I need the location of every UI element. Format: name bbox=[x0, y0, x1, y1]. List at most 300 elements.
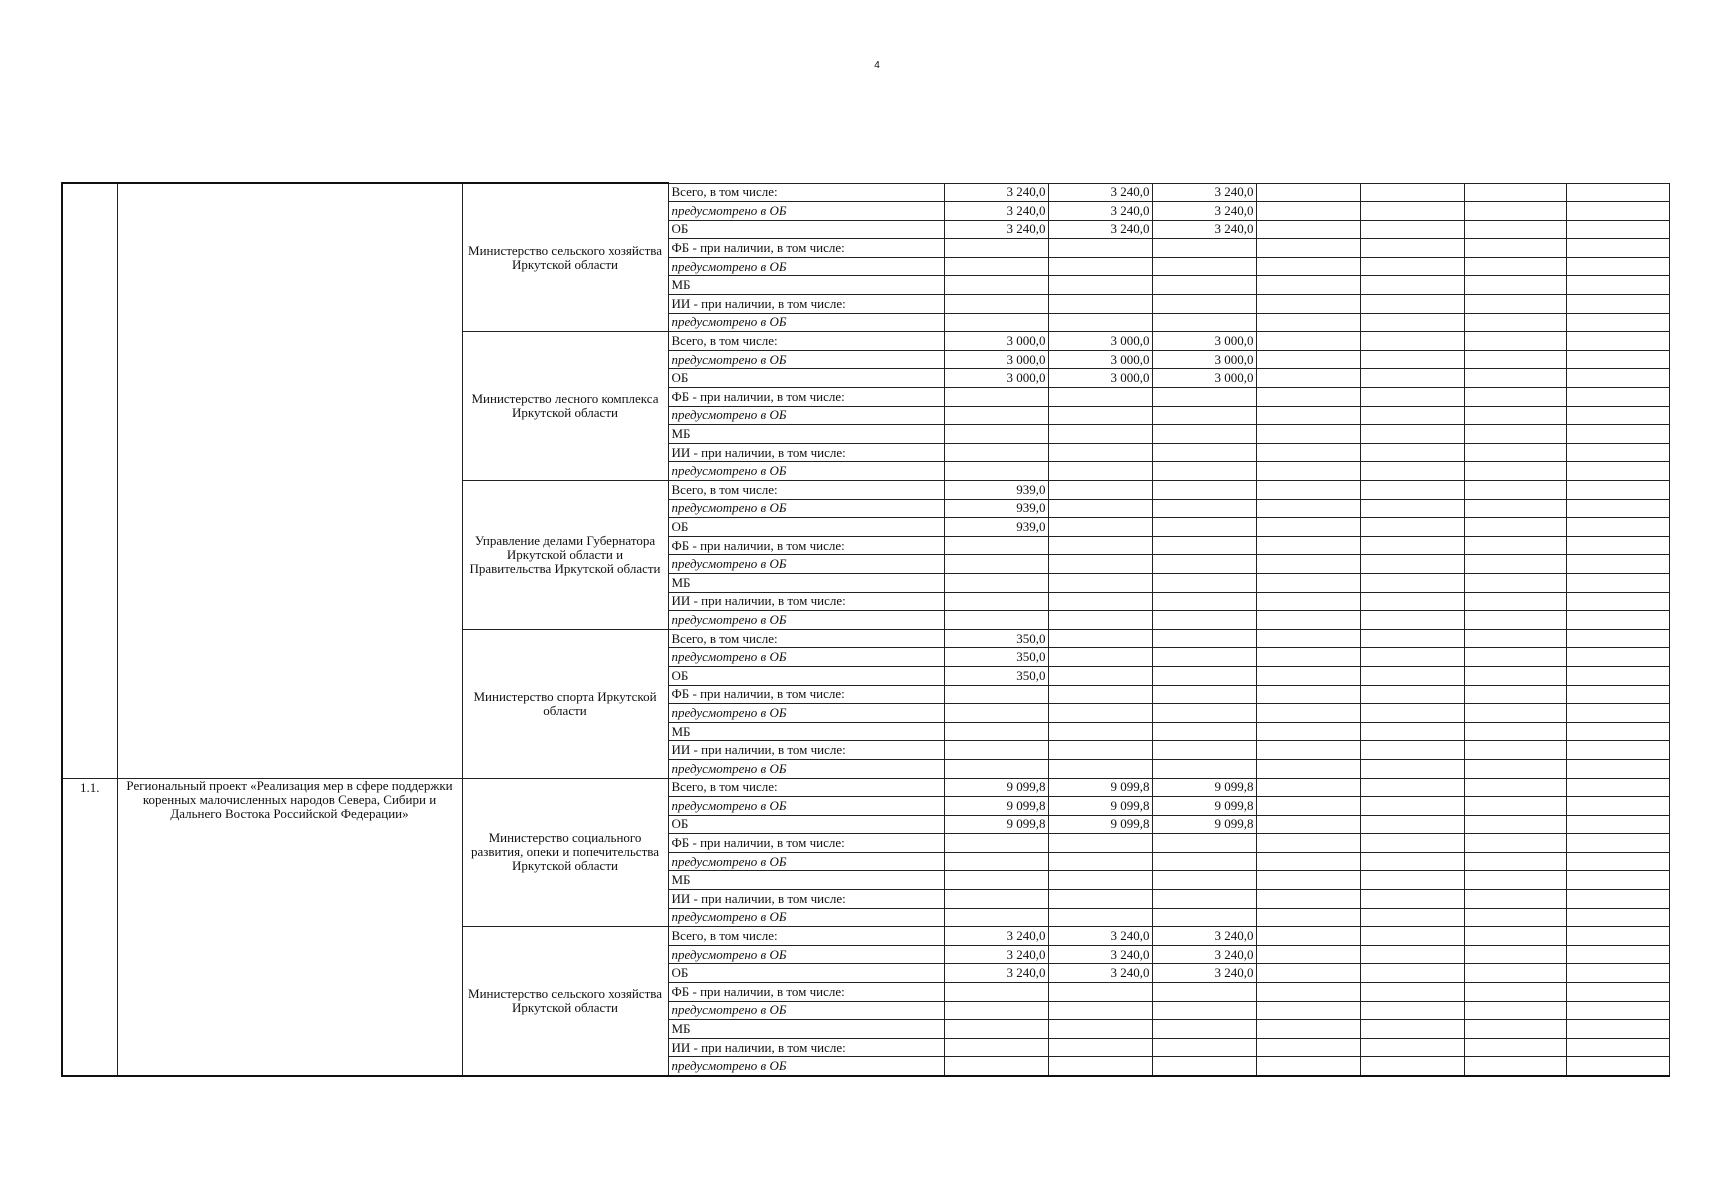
amount-cell bbox=[1048, 257, 1152, 276]
amount-cell bbox=[1464, 964, 1566, 983]
amount-cell bbox=[1566, 332, 1669, 351]
amount-cell: 350,0 bbox=[944, 666, 1048, 685]
amount-cell bbox=[1360, 555, 1464, 574]
funding-source-label: предусмотрено в ОБ bbox=[668, 611, 944, 630]
funding-source-label: предусмотрено в ОБ bbox=[668, 202, 944, 221]
amount-cell: 3 240,0 bbox=[1048, 202, 1152, 221]
amount-cell bbox=[1464, 741, 1566, 760]
amount-cell: 3 000,0 bbox=[1152, 369, 1256, 388]
amount-cell bbox=[1566, 611, 1669, 630]
organization-name: Министерство социального развития, опеки и попечительства Иркутской области bbox=[462, 778, 668, 927]
amount-cell bbox=[1464, 592, 1566, 611]
amount-cell bbox=[1360, 852, 1464, 871]
amount-cell: 3 240,0 bbox=[944, 220, 1048, 239]
amount-cell bbox=[1464, 183, 1566, 202]
amount-cell bbox=[1566, 741, 1669, 760]
amount-cell bbox=[1152, 257, 1256, 276]
funding-source-label: МБ bbox=[668, 722, 944, 741]
funding-source-label: предусмотрено в ОБ bbox=[668, 462, 944, 481]
amount-cell: 3 240,0 bbox=[1152, 183, 1256, 202]
amount-cell bbox=[1048, 313, 1152, 332]
amount-cell bbox=[1256, 871, 1360, 890]
amount-cell bbox=[1464, 983, 1566, 1002]
amount-cell bbox=[1256, 741, 1360, 760]
funding-source-label: ФБ - при наличии, в том числе: bbox=[668, 834, 944, 853]
amount-cell bbox=[1464, 462, 1566, 481]
amount-cell bbox=[1464, 369, 1566, 388]
amount-cell bbox=[1256, 834, 1360, 853]
amount-cell bbox=[1256, 239, 1360, 258]
amount-cell bbox=[1152, 648, 1256, 667]
amount-cell bbox=[944, 983, 1048, 1002]
amount-cell: 9 099,8 bbox=[1048, 797, 1152, 816]
amount-cell bbox=[944, 425, 1048, 444]
funding-source-label: предусмотрено в ОБ bbox=[668, 350, 944, 369]
funding-source-label: ОБ bbox=[668, 518, 944, 537]
amount-cell bbox=[1360, 183, 1464, 202]
amount-cell bbox=[1360, 908, 1464, 927]
amount-cell bbox=[1360, 443, 1464, 462]
amount-cell bbox=[1566, 239, 1669, 258]
amount-cell: 3 000,0 bbox=[1048, 332, 1152, 351]
amount-cell bbox=[1256, 332, 1360, 351]
amount-cell bbox=[1048, 890, 1152, 909]
amount-cell bbox=[1464, 276, 1566, 295]
amount-cell bbox=[1256, 1038, 1360, 1057]
amount-cell bbox=[1566, 592, 1669, 611]
amount-cell bbox=[1566, 499, 1669, 518]
amount-cell bbox=[944, 313, 1048, 332]
amount-cell bbox=[1566, 406, 1669, 425]
amount-cell bbox=[1566, 573, 1669, 592]
section-name bbox=[117, 183, 462, 778]
amount-cell: 939,0 bbox=[944, 481, 1048, 500]
amount-cell bbox=[1464, 648, 1566, 667]
amount-cell bbox=[1360, 1001, 1464, 1020]
funding-source-label: МБ bbox=[668, 425, 944, 444]
amount-cell: 3 240,0 bbox=[1048, 945, 1152, 964]
amount-cell bbox=[1256, 685, 1360, 704]
amount-cell: 3 240,0 bbox=[1048, 927, 1152, 946]
funding-source-label: ИИ - при наличии, в том числе: bbox=[668, 295, 944, 314]
amount-cell bbox=[1566, 1038, 1669, 1057]
amount-cell bbox=[1464, 499, 1566, 518]
amount-cell bbox=[1566, 443, 1669, 462]
amount-cell: 3 000,0 bbox=[944, 332, 1048, 351]
amount-cell bbox=[1152, 425, 1256, 444]
amount-cell bbox=[1360, 629, 1464, 648]
amount-cell bbox=[944, 592, 1048, 611]
funding-source-label: МБ bbox=[668, 1020, 944, 1039]
funding-source-label: ФБ - при наличии, в том числе: bbox=[668, 983, 944, 1002]
amount-cell bbox=[1048, 871, 1152, 890]
amount-cell bbox=[1048, 1057, 1152, 1076]
amount-cell bbox=[1048, 629, 1152, 648]
amount-cell bbox=[1566, 908, 1669, 927]
amount-cell bbox=[1464, 239, 1566, 258]
amount-cell bbox=[1256, 666, 1360, 685]
amount-cell bbox=[1256, 927, 1360, 946]
funding-source-label: предусмотрено в ОБ bbox=[668, 852, 944, 871]
amount-cell: 3 000,0 bbox=[1152, 350, 1256, 369]
amount-cell bbox=[1256, 536, 1360, 555]
amount-cell bbox=[944, 611, 1048, 630]
amount-cell bbox=[1360, 666, 1464, 685]
amount-cell bbox=[1048, 536, 1152, 555]
amount-cell bbox=[1048, 834, 1152, 853]
amount-cell: 350,0 bbox=[944, 629, 1048, 648]
amount-cell bbox=[1464, 852, 1566, 871]
funding-source-label: МБ bbox=[668, 573, 944, 592]
amount-cell bbox=[944, 871, 1048, 890]
amount-cell bbox=[1256, 462, 1360, 481]
amount-cell bbox=[1152, 611, 1256, 630]
amount-cell bbox=[1566, 945, 1669, 964]
amount-cell bbox=[1256, 220, 1360, 239]
amount-cell bbox=[1566, 462, 1669, 481]
amount-cell bbox=[1256, 369, 1360, 388]
amount-cell bbox=[944, 1020, 1048, 1039]
amount-cell bbox=[1048, 555, 1152, 574]
funding-source-label: предусмотрено в ОБ bbox=[668, 759, 944, 778]
amount-cell bbox=[1566, 202, 1669, 221]
amount-cell bbox=[1152, 1001, 1256, 1020]
amount-cell bbox=[1256, 964, 1360, 983]
amount-cell bbox=[1256, 388, 1360, 407]
amount-cell: 3 240,0 bbox=[1152, 964, 1256, 983]
amount-cell bbox=[1360, 332, 1464, 351]
funding-source-label: ИИ - при наличии, в том числе: bbox=[668, 443, 944, 462]
amount-cell bbox=[1566, 276, 1669, 295]
amount-cell bbox=[944, 462, 1048, 481]
amount-cell bbox=[944, 257, 1048, 276]
funding-source-label: ФБ - при наличии, в том числе: bbox=[668, 536, 944, 555]
amount-cell bbox=[1566, 983, 1669, 1002]
amount-cell bbox=[1464, 704, 1566, 723]
amount-cell bbox=[944, 852, 1048, 871]
amount-cell bbox=[1566, 704, 1669, 723]
amount-cell: 9 099,8 bbox=[944, 815, 1048, 834]
amount-cell bbox=[1360, 983, 1464, 1002]
amount-cell bbox=[1256, 350, 1360, 369]
funding-source-label: МБ bbox=[668, 276, 944, 295]
amount-cell bbox=[1566, 481, 1669, 500]
amount-cell bbox=[1048, 592, 1152, 611]
funding-source-label: Всего, в том числе: bbox=[668, 332, 944, 351]
amount-cell bbox=[1360, 871, 1464, 890]
amount-cell bbox=[1566, 369, 1669, 388]
organization-name: Управление делами Губернатора Иркутской области и Правительства Иркутской области bbox=[462, 481, 668, 630]
amount-cell bbox=[1566, 797, 1669, 816]
organization-name: Министерство спорта Иркутской области bbox=[462, 629, 668, 778]
amount-cell bbox=[1566, 834, 1669, 853]
amount-cell bbox=[944, 834, 1048, 853]
amount-cell bbox=[1152, 908, 1256, 927]
funding-source-label: МБ bbox=[668, 871, 944, 890]
amount-cell bbox=[1464, 871, 1566, 890]
amount-cell bbox=[1152, 983, 1256, 1002]
amount-cell bbox=[1464, 778, 1566, 797]
amount-cell bbox=[1256, 852, 1360, 871]
funding-source-label: ФБ - при наличии, в том числе: bbox=[668, 239, 944, 258]
amount-cell bbox=[1360, 573, 1464, 592]
page-number: 4 bbox=[874, 60, 880, 71]
funding-source-label: предусмотрено в ОБ bbox=[668, 945, 944, 964]
amount-cell bbox=[1464, 722, 1566, 741]
amount-cell: 350,0 bbox=[944, 648, 1048, 667]
amount-cell bbox=[1464, 536, 1566, 555]
amount-cell bbox=[1152, 573, 1256, 592]
amount-cell bbox=[1566, 220, 1669, 239]
amount-cell bbox=[1360, 815, 1464, 834]
table-row bbox=[62, 778, 1669, 797]
amount-cell bbox=[1048, 983, 1152, 1002]
amount-cell bbox=[1256, 908, 1360, 927]
amount-cell bbox=[1256, 648, 1360, 667]
amount-cell bbox=[1566, 964, 1669, 983]
amount-cell: 9 099,8 bbox=[944, 778, 1048, 797]
amount-cell bbox=[1256, 257, 1360, 276]
amount-cell bbox=[1360, 350, 1464, 369]
funding-source-label: предусмотрено в ОБ bbox=[668, 257, 944, 276]
amount-cell bbox=[1048, 518, 1152, 537]
funding-source-label: ОБ bbox=[668, 369, 944, 388]
funding-source-label: предусмотрено в ОБ bbox=[668, 648, 944, 667]
amount-cell bbox=[1256, 815, 1360, 834]
amount-cell bbox=[1566, 313, 1669, 332]
amount-cell bbox=[1048, 462, 1152, 481]
amount-cell: 3 000,0 bbox=[1152, 332, 1256, 351]
amount-cell: 3 240,0 bbox=[1152, 202, 1256, 221]
amount-cell bbox=[1256, 499, 1360, 518]
amount-cell: 3 240,0 bbox=[1152, 220, 1256, 239]
amount-cell bbox=[1360, 369, 1464, 388]
amount-cell bbox=[1566, 778, 1669, 797]
amount-cell bbox=[1256, 629, 1360, 648]
amount-cell bbox=[1360, 927, 1464, 946]
amount-cell bbox=[1566, 890, 1669, 909]
amount-cell bbox=[944, 685, 1048, 704]
amount-cell bbox=[1048, 573, 1152, 592]
funding-source-label: ИИ - при наличии, в том числе: bbox=[668, 1038, 944, 1057]
amount-cell bbox=[1256, 183, 1360, 202]
amount-cell: 3 000,0 bbox=[1048, 369, 1152, 388]
funding-source-label: предусмотрено в ОБ bbox=[668, 797, 944, 816]
amount-cell bbox=[1152, 406, 1256, 425]
amount-cell bbox=[944, 536, 1048, 555]
amount-cell bbox=[1256, 704, 1360, 723]
amount-cell bbox=[1566, 350, 1669, 369]
amount-cell bbox=[1566, 1057, 1669, 1076]
amount-cell bbox=[1048, 425, 1152, 444]
amount-cell bbox=[1048, 611, 1152, 630]
amount-cell bbox=[1566, 815, 1669, 834]
funding-source-label: ИИ - при наличии, в том числе: bbox=[668, 890, 944, 909]
amount-cell bbox=[1152, 741, 1256, 760]
amount-cell bbox=[1464, 1057, 1566, 1076]
amount-cell bbox=[1464, 518, 1566, 537]
amount-cell: 9 099,8 bbox=[944, 797, 1048, 816]
amount-cell bbox=[1464, 350, 1566, 369]
amount-cell bbox=[1048, 666, 1152, 685]
amount-cell bbox=[944, 388, 1048, 407]
amount-cell bbox=[1152, 313, 1256, 332]
amount-cell bbox=[1360, 592, 1464, 611]
amount-cell bbox=[1464, 629, 1566, 648]
funding-source-label: ФБ - при наличии, в том числе: bbox=[668, 685, 944, 704]
amount-cell bbox=[944, 1001, 1048, 1020]
amount-cell bbox=[1464, 555, 1566, 574]
amount-cell bbox=[1566, 1020, 1669, 1039]
amount-cell bbox=[1048, 1020, 1152, 1039]
amount-cell bbox=[1360, 239, 1464, 258]
amount-cell bbox=[944, 908, 1048, 927]
funding-source-label: ОБ bbox=[668, 964, 944, 983]
amount-cell: 3 240,0 bbox=[944, 927, 1048, 946]
amount-cell bbox=[1464, 257, 1566, 276]
amount-cell bbox=[1360, 685, 1464, 704]
amount-cell bbox=[1152, 1020, 1256, 1039]
amount-cell bbox=[1566, 685, 1669, 704]
funding-source-label: предусмотрено в ОБ bbox=[668, 313, 944, 332]
amount-cell bbox=[1464, 388, 1566, 407]
amount-cell bbox=[1360, 462, 1464, 481]
amount-cell bbox=[1048, 741, 1152, 760]
amount-cell bbox=[1464, 1001, 1566, 1020]
amount-cell bbox=[1256, 443, 1360, 462]
amount-cell bbox=[1048, 704, 1152, 723]
funding-source-label: Всего, в том числе: bbox=[668, 778, 944, 797]
amount-cell: 3 000,0 bbox=[944, 350, 1048, 369]
amount-cell bbox=[1464, 927, 1566, 946]
amount-cell bbox=[1048, 1038, 1152, 1057]
amount-cell bbox=[1152, 722, 1256, 741]
amount-cell bbox=[1464, 220, 1566, 239]
amount-cell bbox=[1152, 1038, 1256, 1057]
amount-cell: 3 240,0 bbox=[1048, 183, 1152, 202]
amount-cell bbox=[1048, 852, 1152, 871]
amount-cell bbox=[1360, 648, 1464, 667]
amount-cell bbox=[1360, 1057, 1464, 1076]
amount-cell bbox=[1048, 481, 1152, 500]
amount-cell bbox=[1360, 313, 1464, 332]
amount-cell bbox=[1360, 295, 1464, 314]
amount-cell bbox=[1048, 406, 1152, 425]
amount-cell bbox=[1256, 722, 1360, 741]
amount-cell: 3 240,0 bbox=[1048, 964, 1152, 983]
amount-cell bbox=[1048, 759, 1152, 778]
amount-cell bbox=[1256, 797, 1360, 816]
amount-cell bbox=[1360, 220, 1464, 239]
amount-cell bbox=[1464, 573, 1566, 592]
amount-cell bbox=[1256, 573, 1360, 592]
amount-cell bbox=[1566, 536, 1669, 555]
amount-cell bbox=[1464, 890, 1566, 909]
amount-cell bbox=[1566, 425, 1669, 444]
amount-cell bbox=[944, 555, 1048, 574]
section-name: Региональный проект «Реализация мер в сфере поддержки коренных малочисленных народов Севера, Сибири и Дальнего Востока Российской Федерации» bbox=[117, 778, 462, 1076]
amount-cell bbox=[1464, 332, 1566, 351]
amount-cell bbox=[1566, 1001, 1669, 1020]
funding-source-label: ИИ - при наличии, в том числе: bbox=[668, 741, 944, 760]
amount-cell bbox=[1256, 890, 1360, 909]
amount-cell bbox=[1048, 388, 1152, 407]
amount-cell bbox=[944, 406, 1048, 425]
amount-cell bbox=[1152, 1057, 1256, 1076]
table-row bbox=[62, 183, 1669, 202]
amount-cell bbox=[1360, 945, 1464, 964]
amount-cell bbox=[1152, 592, 1256, 611]
amount-cell bbox=[1464, 611, 1566, 630]
amount-cell bbox=[1152, 834, 1256, 853]
amount-cell bbox=[1048, 908, 1152, 927]
amount-cell: 3 240,0 bbox=[944, 964, 1048, 983]
amount-cell bbox=[1360, 759, 1464, 778]
amount-cell bbox=[1152, 462, 1256, 481]
funding-source-label: Всего, в том числе: bbox=[668, 183, 944, 202]
amount-cell bbox=[1464, 834, 1566, 853]
amount-cell: 3 240,0 bbox=[1152, 945, 1256, 964]
funding-source-label: предусмотрено в ОБ bbox=[668, 704, 944, 723]
amount-cell: 3 240,0 bbox=[944, 945, 1048, 964]
amount-cell: 3 240,0 bbox=[1152, 927, 1256, 946]
amount-cell bbox=[944, 295, 1048, 314]
amount-cell bbox=[1464, 443, 1566, 462]
amount-cell bbox=[1152, 629, 1256, 648]
amount-cell bbox=[1256, 555, 1360, 574]
amount-cell bbox=[1360, 406, 1464, 425]
amount-cell bbox=[1464, 295, 1566, 314]
amount-cell bbox=[1256, 518, 1360, 537]
amount-cell bbox=[1256, 611, 1360, 630]
amount-cell bbox=[1464, 406, 1566, 425]
section-number: 1.1. bbox=[62, 778, 117, 1076]
amount-cell bbox=[1566, 927, 1669, 946]
amount-cell bbox=[1464, 815, 1566, 834]
amount-cell bbox=[1256, 1057, 1360, 1076]
amount-cell bbox=[944, 890, 1048, 909]
amount-cell bbox=[1152, 704, 1256, 723]
amount-cell bbox=[944, 1038, 1048, 1057]
amount-cell bbox=[1360, 778, 1464, 797]
amount-cell: 9 099,8 bbox=[1048, 815, 1152, 834]
amount-cell bbox=[1152, 759, 1256, 778]
amount-cell bbox=[944, 704, 1048, 723]
amount-cell bbox=[1048, 239, 1152, 258]
amount-cell bbox=[1566, 666, 1669, 685]
amount-cell bbox=[1360, 797, 1464, 816]
amount-cell bbox=[1566, 295, 1669, 314]
amount-cell bbox=[1360, 388, 1464, 407]
amount-cell bbox=[1152, 443, 1256, 462]
amount-cell bbox=[1048, 443, 1152, 462]
amount-cell bbox=[1464, 759, 1566, 778]
funding-source-label: предусмотрено в ОБ bbox=[668, 555, 944, 574]
amount-cell bbox=[1464, 1020, 1566, 1039]
amount-cell bbox=[1566, 183, 1669, 202]
amount-cell bbox=[1566, 852, 1669, 871]
amount-cell bbox=[1464, 797, 1566, 816]
organization-name: Министерство сельского хозяйства Иркутской области bbox=[462, 927, 668, 1076]
amount-cell bbox=[1152, 276, 1256, 295]
funding-table bbox=[61, 182, 1670, 1077]
amount-cell bbox=[1152, 536, 1256, 555]
amount-cell bbox=[1152, 871, 1256, 890]
amount-cell bbox=[1566, 388, 1669, 407]
amount-cell bbox=[944, 722, 1048, 741]
amount-cell bbox=[1360, 704, 1464, 723]
amount-cell bbox=[1152, 890, 1256, 909]
